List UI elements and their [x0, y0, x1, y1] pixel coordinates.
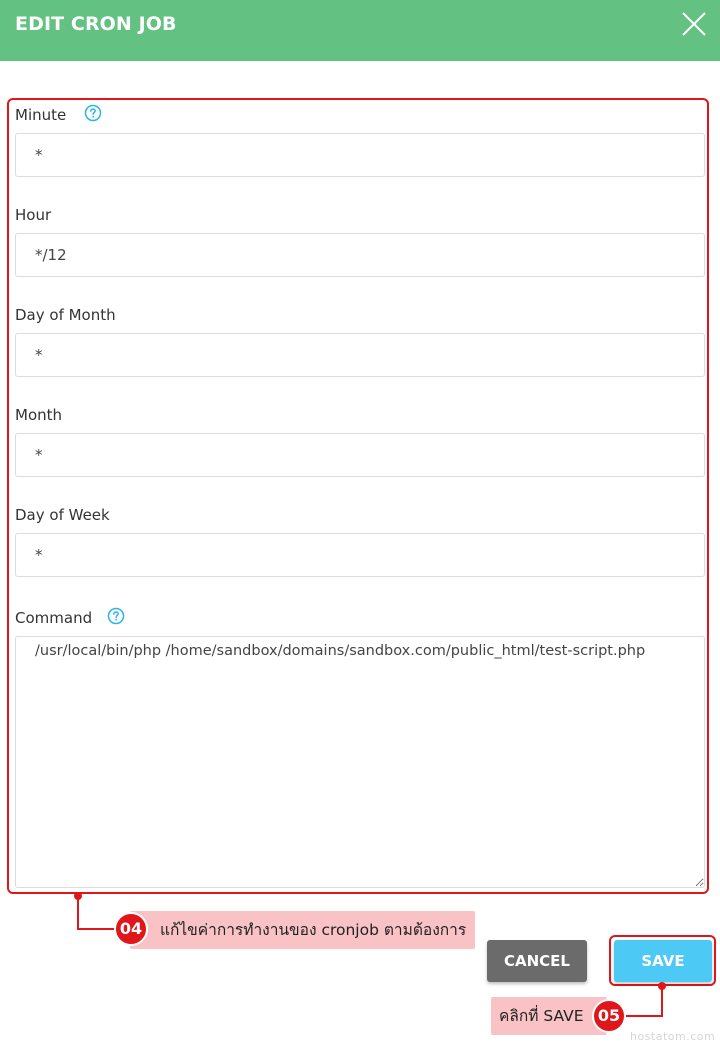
month-input[interactable] [15, 433, 705, 477]
cancel-button[interactable]: CANCEL [487, 940, 587, 982]
step4-callout [130, 911, 475, 949]
watermark: hostatom.com [630, 1030, 716, 1043]
step5-connector-vertical [661, 986, 663, 1017]
step4-connector-horizontal [77, 928, 117, 930]
dialog-header [0, 0, 720, 61]
step4-connector-vertical [77, 896, 79, 930]
step5-connector-horizontal [622, 1015, 663, 1017]
step5-callout-text: คลิกที่ SAVE [499, 1007, 584, 1025]
command-label: Command [15, 609, 93, 627]
day-of-week-input[interactable] [15, 533, 705, 577]
command-help-icon[interactable] [107, 607, 125, 625]
day-of-month-label: Day of Month [15, 306, 116, 324]
day-of-week-label: Day of Week [15, 506, 110, 524]
save-button[interactable]: SAVE [614, 940, 712, 982]
minute-input[interactable] [15, 133, 705, 177]
hour-input[interactable] [15, 233, 705, 277]
step5-callout [491, 997, 607, 1035]
day-of-month-input[interactable] [15, 333, 705, 377]
command-textarea[interactable] [15, 636, 705, 888]
month-label: Month [15, 406, 63, 424]
step4-callout-text: แก้ไขค่าการทำงานของ cronjob ตามต้องการ [160, 921, 467, 939]
dialog-title: EDIT CRON JOB [15, 13, 177, 35]
hour-label: Hour [15, 206, 52, 224]
step5-badge: 05 [592, 999, 626, 1033]
step4-badge: 04 [114, 912, 148, 946]
close-icon[interactable] [680, 10, 708, 38]
minute-label: Minute [15, 106, 67, 124]
minute-help-icon[interactable] [84, 104, 102, 122]
